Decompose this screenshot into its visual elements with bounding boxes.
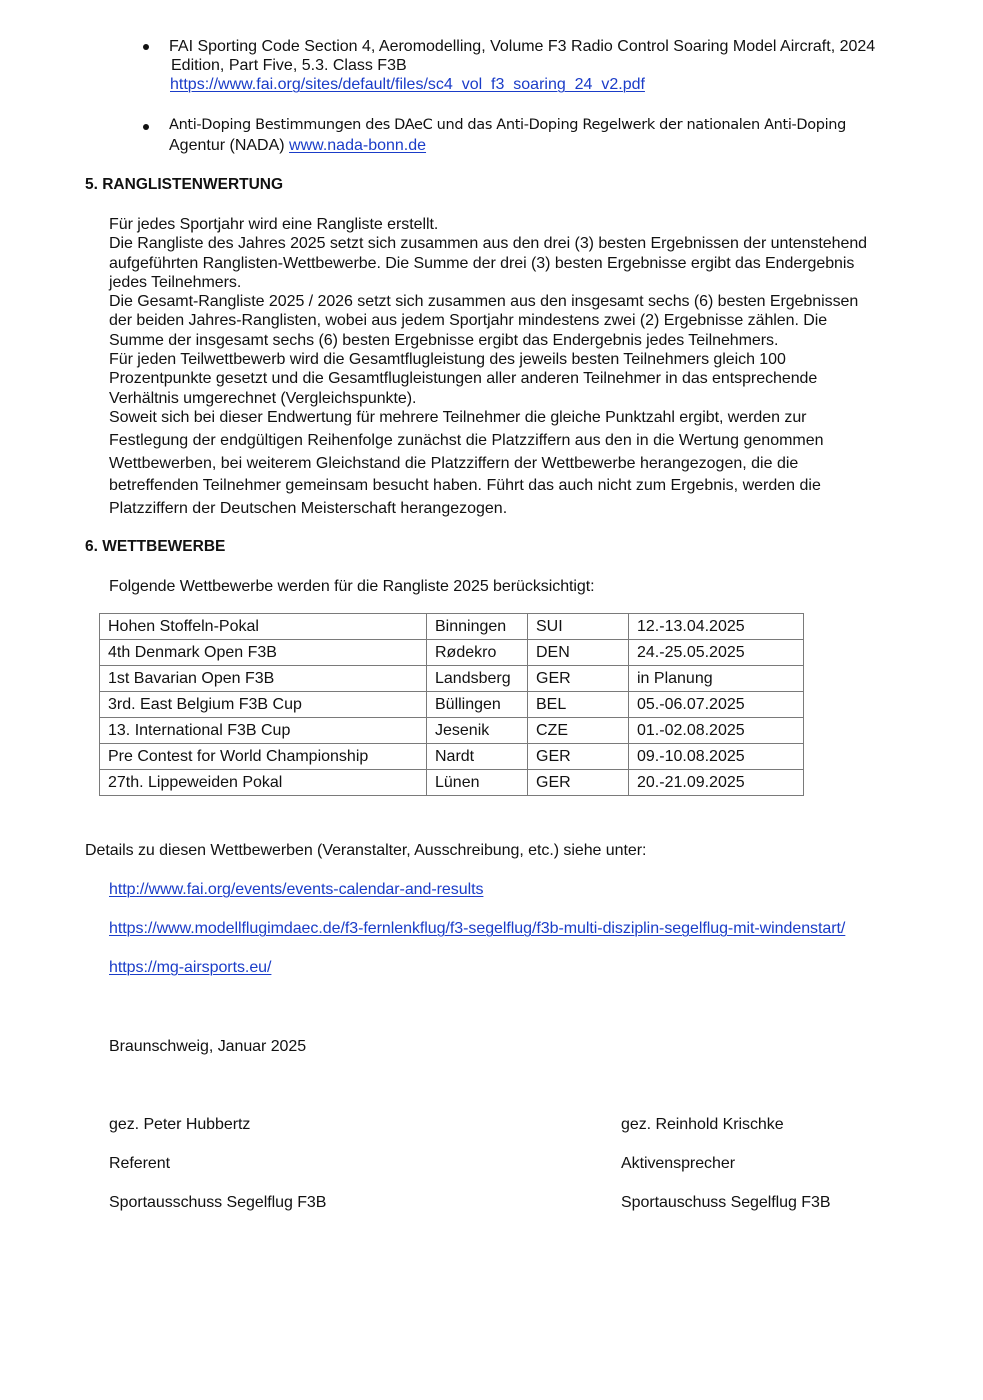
competition-location: Nardt: [427, 744, 528, 770]
section-5-heading: 5. RANGLISTENWERTUNG: [85, 176, 284, 193]
competition-date: 24.-25.05.2025: [629, 640, 804, 666]
competition-date: 01.-02.08.2025: [629, 718, 804, 744]
competition-date: 20.-21.09.2025: [629, 770, 804, 796]
table-row: [100, 614, 804, 640]
competition-name: Pre Contest for World Championship: [100, 744, 427, 770]
competition-country: CZE: [528, 718, 629, 744]
competition-location: Jesenik: [427, 718, 528, 744]
paragraph-line: Prozentpunkte gesetzt und die Gesamtflugleistungen aller anderen Teilnehmer in das entsprechende: [109, 370, 818, 388]
table-row: [100, 666, 804, 692]
paragraph-line: Summe der insgesamt sechs (6) besten Ergebnisse ergibt das Endergebnis jedes Teilnehmers.: [109, 331, 779, 349]
table-row: [100, 770, 804, 796]
competition-country: DEN: [528, 640, 629, 666]
paragraph-line: Die Rangliste des Jahres 2025 setzt sich zusammen aus den drei (3) besten Ergebnissen der untenstehend: [109, 235, 868, 253]
competition-name: Hohen Stoffeln-Pokal: [100, 614, 427, 640]
paragraph-line: Für jedes Sportjahr wird eine Rangliste erstellt.: [109, 216, 439, 233]
table-row: [100, 692, 804, 718]
details-text: Details zu diesen Wettbewerben (Veranstalter, Ausschreibung, etc.) siehe unter:: [85, 842, 647, 859]
competition-country: GER: [528, 744, 629, 770]
paragraph-line: aufgeführten Ranglisten-Wettbewerbe. Die Summe der drei (3) besten Ergebnisse ergibt das Endergebnis: [109, 254, 855, 272]
signatory-name: gez. Peter Hubbertz: [109, 1116, 251, 1133]
table-row: [100, 718, 804, 744]
competition-location: Landsberg: [427, 666, 528, 692]
competition-country: GER: [528, 666, 629, 692]
paragraph-line: Platzziffern der Deutschen Meisterschaft herangezogen.: [109, 499, 508, 517]
competition-name: 13. International F3B Cup: [100, 718, 427, 744]
bullet-icon: [143, 124, 149, 130]
paragraph-line: betreffenden Teilnehmer gemeinsam besucht haben. Führt das auch nicht zum Ergebnis, werden die: [109, 477, 821, 494]
paragraph-line: Festlegung der endgültigen Reihenfolge zunächst die Platzziffern aus den in die Wertung genommen: [109, 432, 824, 449]
paragraph-line: jedes Teilnehmers.: [109, 273, 242, 291]
competition-location: Rødekro: [427, 640, 528, 666]
competition-location: Lünen: [427, 770, 528, 796]
paragraph-line: Die Gesamt-Rangliste 2025 / 2026 setzt sich zusammen aus den insgesamt sechs (6) besten Ergebnissen: [109, 293, 859, 311]
competition-date: 12.-13.04.2025: [629, 614, 804, 640]
reference-item-fai: [169, 37, 875, 94]
signatory-role: Referent: [109, 1155, 170, 1172]
competition-name: 3rd. East Belgium F3B Cup: [100, 692, 427, 718]
competitions-table: [99, 613, 804, 796]
reference-text: Anti-Doping Bestimmungen des DAeC und das Anti-Doping Regelwerk der nationalen Anti-Doping: [169, 117, 846, 133]
place-date: Braunschweig, Januar 2025: [109, 1038, 307, 1055]
competition-date: 05.-06.07.2025: [629, 692, 804, 718]
paragraph-line: Verhältnis umgerechnet (Vergleichspunkte).: [109, 389, 417, 407]
reference-text-line2: [169, 135, 846, 155]
paragraph-line: Wettbewerben, bei weiterem Gleichstand die Platzziffern der Wettbewerbe herangezogen, die die: [109, 454, 799, 472]
fai-sporting-code-link[interactable]: https://www.fai.org/sites/default/files/sc4_vol_f3_soaring_24_v2.pdf: [170, 76, 645, 93]
modellflug-daec-link[interactable]: https://www.modellflugimdaec.de/f3-fernlenkflug/f3-segelflug/f3b-multi-disziplin-segelflug-mit-windenstart/: [109, 920, 846, 937]
competition-date: 09.-10.08.2025: [629, 744, 804, 770]
paragraph-line: Soweit sich bei dieser Endwertung für mehrere Teilnehmer die gleiche Punktzahl ergibt, werden zur: [109, 408, 807, 426]
signatory-name: gez. Reinhold Krischke: [621, 1116, 784, 1133]
nada-link[interactable]: www.nada-bonn.de: [289, 137, 427, 154]
competition-country: BEL: [528, 692, 629, 718]
competition-country: GER: [528, 770, 629, 796]
section-6-heading: 6. WETTBEWERBE: [85, 538, 226, 555]
paragraph-line: Für jeden Teilwettbewerb wird die Gesamtflugleistung des jeweils besten Teilnehmers gleich 100: [109, 351, 786, 369]
competition-country: SUI: [528, 614, 629, 640]
reference-text: Edition, Part Five, 5.3. Class F3B: [171, 57, 407, 74]
fai-events-link[interactable]: http://www.fai.org/events/events-calendar-and-results: [109, 881, 484, 898]
reference-text: FAI Sporting Code Section 4, Aeromodelling, Volume F3 Radio Control Soaring Model Aircraft, 2024: [169, 38, 876, 55]
competition-name: 1st Bavarian Open F3B: [100, 666, 427, 692]
section-5-body: [109, 215, 867, 427]
bullet-icon: [143, 44, 149, 50]
section-5-tiebreak: [109, 430, 824, 520]
signatory-committee: Sportauschuss Segelflug F3B: [621, 1194, 831, 1211]
competition-name: 4th Denmark Open F3B: [100, 640, 427, 666]
competition-location: Binningen: [427, 614, 528, 640]
table-row: [100, 640, 804, 666]
mg-airsports-link[interactable]: https://mg-airsports.eu/: [109, 959, 272, 976]
competition-location: Büllingen: [427, 692, 528, 718]
competition-date: in Planung: [629, 666, 804, 692]
paragraph-line: der beiden Jahres-Ranglisten, wobei aus jedem Sportjahr mindestens zwei (2) Ergebnisse zählen. Die: [109, 312, 828, 330]
reference-item-anti-doping: [169, 116, 846, 155]
competitions-intro: Folgende Wettbewerbe werden für die Rangliste 2025 berücksichtigt:: [109, 578, 595, 595]
nada-prefix: Agentur (NADA): [169, 137, 290, 154]
signatory-role: Aktivensprecher: [621, 1155, 735, 1172]
signatory-committee: Sportausschuss Segelflug F3B: [109, 1194, 327, 1211]
competition-name: 27th. Lippeweiden Pokal: [100, 770, 427, 796]
table-row: [100, 744, 804, 770]
